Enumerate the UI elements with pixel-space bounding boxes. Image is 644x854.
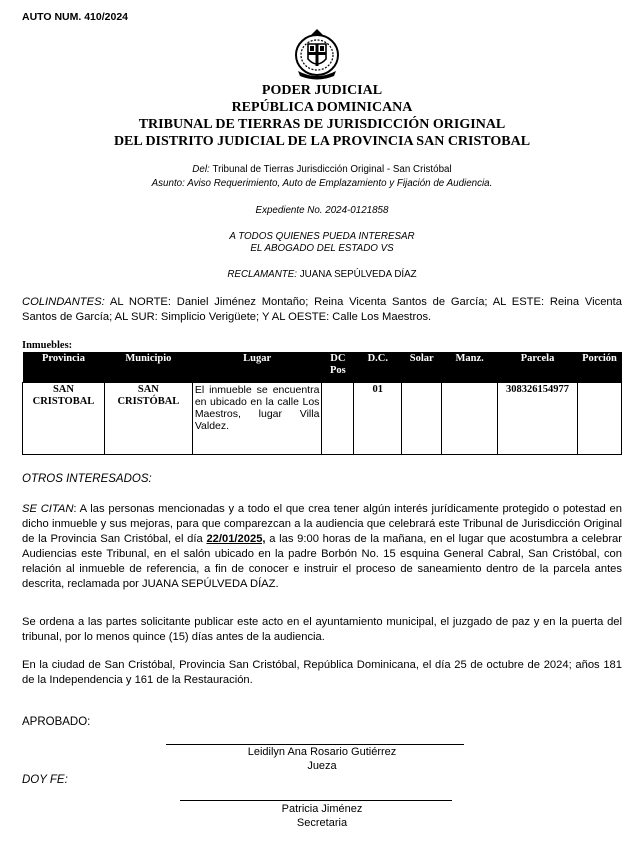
- secretaria-name: Patricia Jiménez: [281, 803, 363, 815]
- jueza-signature-line: [166, 744, 464, 745]
- audiencia-date: 22/01/2025,: [206, 533, 266, 545]
- se-citan-label: SE CITAN: [22, 503, 74, 515]
- del-label: Del:: [192, 164, 210, 175]
- table-row: [23, 383, 622, 455]
- colindantes-label: COLINDANTES:: [22, 296, 105, 308]
- ordena-paragraph: Se ordena a las partes solicitante publicar este acto en el ayuntamiento municipal, el juzgado de paz y en la puerta del tribunal, por lo menos quince (15) días antes de la audiencia.: [22, 616, 622, 643]
- jueza-title: Jueza: [307, 760, 337, 772]
- secretaria-title: Secretaria: [296, 817, 348, 829]
- table-header-row: [23, 352, 622, 383]
- colindantes-value: AL NORTE: Daniel Jiménez Montaño; Reina Vicenta Santos de García; AL ESTE: Reina Vicenta Santos de García; AL SUR: Simplicio Verigüete; Y AL OESTE: Calle Los Maestros.: [22, 296, 622, 323]
- reclamante-line: [0, 269, 644, 280]
- coat-of-arms-icon: [293, 27, 341, 81]
- header-republica: REPÚBLICA DOMINICANA: [231, 100, 413, 115]
- secretaria-signature-line: [180, 800, 452, 801]
- doy-fe-label: DOY FE:: [22, 774, 68, 786]
- col-header-solar: Solar: [402, 352, 442, 383]
- del-line: [0, 164, 644, 175]
- header-poder-judicial: PODER JUDICIAL: [261, 83, 383, 98]
- se-citan-paragraph: [22, 502, 622, 592]
- col-header-porcion: Porción: [577, 352, 621, 383]
- col-header-dc-pos: DC Pos: [322, 352, 354, 383]
- del-value: Tribunal de Tierras Jurisdicción Original - San Cristóbal: [212, 164, 452, 175]
- col-header-manz: Manz.: [442, 352, 498, 383]
- cell-municipio: SAN CRISTÓBAL: [104, 383, 192, 455]
- ciudad-paragraph: En la ciudad de San Cristóbal, Provincia San Cristóbal, República Dominicana, el día 25 de octubre de 2024; años 181 de la Independencia y 161 de la Restauración.: [22, 659, 622, 686]
- cell-dc-pos: [322, 383, 354, 455]
- reclamante-value: JUANA SEPÚLVEDA DÍAZ: [299, 269, 417, 280]
- cell-provincia: SAN CRISTOBAL: [23, 383, 105, 455]
- header-tribunal: TRIBUNAL DE TIERRAS DE JURISDICCIÓN ORIGINAL: [138, 117, 506, 132]
- col-header-lugar: Lugar: [192, 352, 322, 383]
- cell-porcion: [577, 383, 621, 455]
- col-header-provincia: Provincia: [23, 352, 105, 383]
- cell-lugar: El inmueble se encuentra en ubicado en la calle Los Maestros, lugar Villa Valdez.: [192, 383, 322, 455]
- cell-solar: [402, 383, 442, 455]
- aprobado-label: APROBADO:: [22, 716, 91, 728]
- reclamante-label: RECLAMANTE:: [227, 269, 298, 280]
- se-citan-text-2: a las 9:00 horas de la mañana, en el lugar que acostumbra a celebrar Audiencias este Tribunal, en el salón ubicado en la padre Borbón No. 15 esquina General Cabral, San Cristóbal, con relación al inmueble de referencia, a fin de conocer e instruir el proceso de saneamiento dentro de la parcela antes descrita, reclamada por JUANA SEPÚLVEDA DÍAZ.: [22, 533, 622, 590]
- inmuebles-label: Inmuebles:: [22, 340, 73, 351]
- col-header-dc: D.C.: [354, 352, 402, 383]
- expediente: Expediente No. 2024-0121858: [255, 205, 389, 216]
- cell-parcela: 308326154977: [498, 383, 578, 455]
- todos-line-2: EL ABOGADO DEL ESTADO VS: [250, 243, 394, 254]
- asunto-line: Asunto: Aviso Requerimiento, Auto de Emplazamiento y Fijación de Audiencia.: [151, 178, 493, 189]
- colindantes-paragraph: [22, 295, 622, 325]
- inmuebles-table: [22, 352, 622, 455]
- header-distrito: DEL DISTRITO JUDICIAL DE LA PROVINCIA SAN CRISTOBAL: [113, 134, 531, 149]
- todos-line-1: A TODOS QUIENES PUEDA INTERESAR: [229, 231, 415, 242]
- otros-interesados: OTROS INTERESADOS:: [22, 473, 152, 485]
- col-header-municipio: Municipio: [104, 352, 192, 383]
- jueza-name: Leidilyn Ana Rosario Gutiérrez: [247, 746, 397, 758]
- cell-dc: 01: [354, 383, 402, 455]
- auto-number: AUTO NUM. 410/2024: [22, 11, 129, 23]
- col-header-parcela: Parcela: [498, 352, 578, 383]
- se-citan-text-1: : A las personas mencionadas y a todo el que crea tener algún interés jurídicamente protegido o potestad en dicho inmueble y sus mejoras, para que comparezcan a la audiencia que celebrará este Tribunal de Jurisdicción Original de la Provincia San Cristóbal, el día: [22, 503, 622, 545]
- cell-manz: [442, 383, 498, 455]
